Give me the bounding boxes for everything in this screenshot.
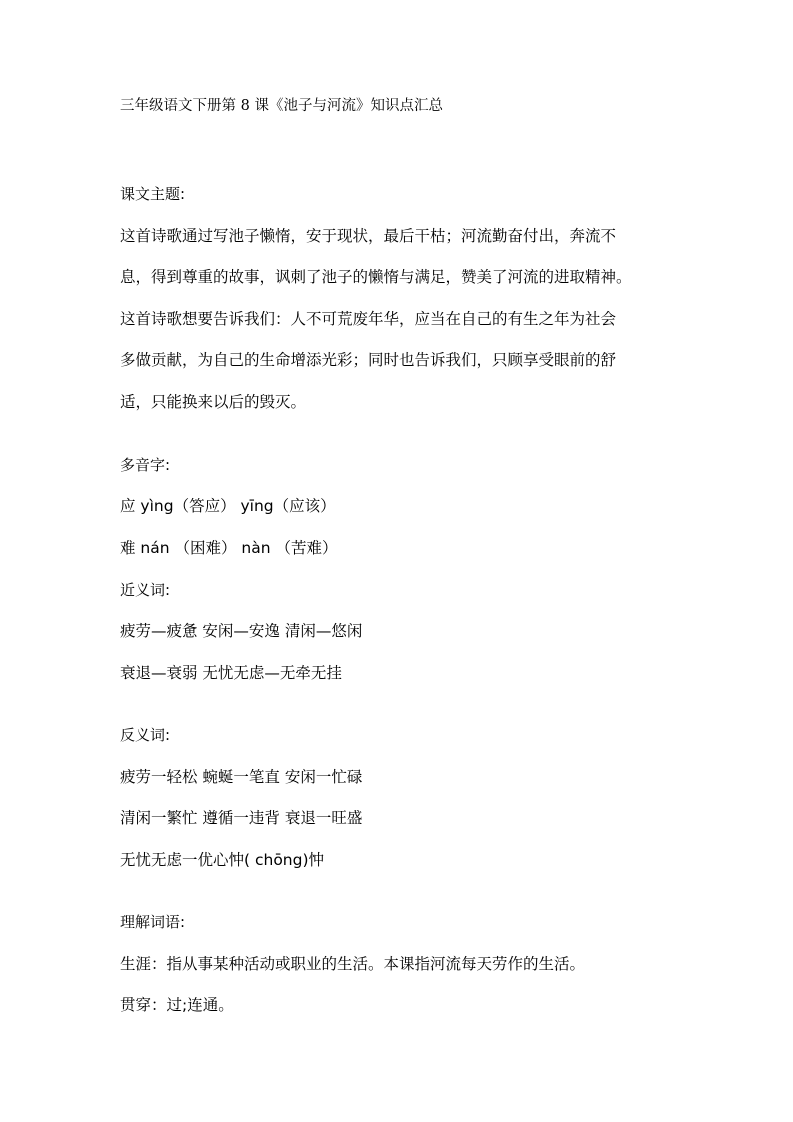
vocabulary-line: 贯穿：过;连通。 bbox=[120, 996, 234, 1014]
theme-line: 多做贡献，为自己的生命增添光彩；同时也告诉我们，只顾享受眼前的舒 bbox=[120, 351, 617, 369]
vocabulary-line: 生涯：指从事某种活动或职业的生活。本课指河流每天劳作的生活。 bbox=[120, 955, 586, 973]
theme-line: 适，只能换来以后的毁灭。 bbox=[120, 393, 307, 411]
synonym-line: 衰退—衰弱 无忧无虑—无牵无挂 bbox=[120, 664, 342, 682]
synonym-line: 疲劳—疲惫 安闲—安逸 清闲—悠闲 bbox=[120, 622, 363, 640]
theme-heading: 课文主题: bbox=[120, 185, 186, 203]
synonyms-heading: 近义词: bbox=[120, 581, 171, 599]
antonym-line: 无忧无虑一优心忡( chōng)忡 bbox=[120, 851, 325, 869]
theme-line: 这首诗歌通过写池子懒惰，安于现状，最后干枯；河流勤奋付出，奔流不 bbox=[120, 227, 617, 245]
polyphone-line: 应 yìng（答应） yīng（应该） bbox=[120, 497, 336, 515]
document-title: 三年级语文下册第 8 课《池子与河流》知识点汇总 bbox=[120, 98, 443, 114]
vocabulary-heading: 理解词语: bbox=[120, 913, 186, 931]
antonyms-heading: 反义词: bbox=[120, 726, 171, 744]
theme-line: 息，得到尊重的故事，讽刺了池子的懒惰与满足，赞美了河流的进取精神。 bbox=[120, 268, 632, 286]
theme-line: 这首诗歌想要告诉我们：人不可荒废年华，应当在自己的有生之年为社会 bbox=[120, 310, 617, 328]
polyphone-line: 难 nán （困难） nàn （苦难） bbox=[120, 539, 338, 557]
polyphones-heading: 多音字: bbox=[120, 456, 171, 474]
antonym-line: 疲劳一轻松 蜿蜒一笔直 安闲一忙碌 bbox=[120, 768, 363, 786]
antonym-line: 清闲一繁忙 遵循一违背 衰退一旺盛 bbox=[120, 809, 363, 827]
